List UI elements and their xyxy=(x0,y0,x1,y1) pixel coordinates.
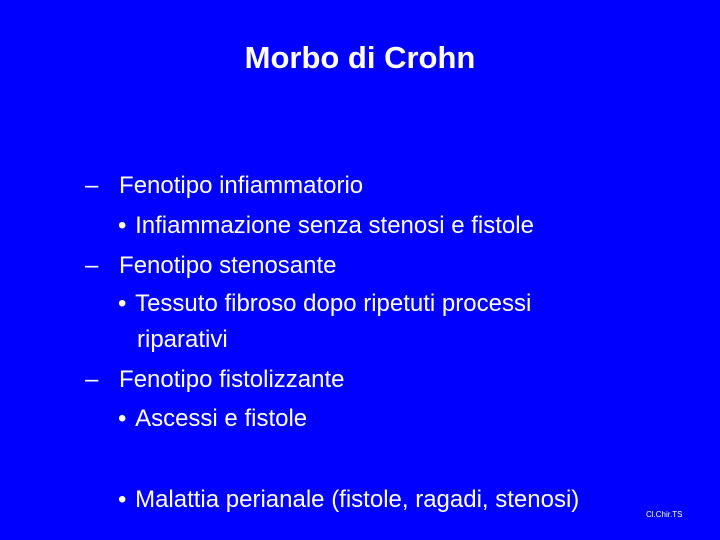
list-marker: – xyxy=(85,366,99,393)
list-subitem xyxy=(118,486,579,514)
list-item xyxy=(85,366,345,394)
slide-title: Morbo di Crohn xyxy=(244,40,476,75)
footer-note: Cl.Chir.TS xyxy=(646,510,683,519)
list-marker: • xyxy=(118,405,127,432)
list-marker: • xyxy=(118,486,127,513)
list-marker: – xyxy=(85,172,99,199)
list-marker: • xyxy=(118,290,127,317)
list-marker: • xyxy=(118,212,127,239)
list-item xyxy=(85,172,363,200)
list-item-text: Fenotipo infiammatorio xyxy=(119,172,364,199)
list-subitem xyxy=(118,212,534,240)
list-subitem-continuation xyxy=(137,326,228,354)
list-item-text: Malattia perianale (fistole, ragadi, stenosi) xyxy=(135,486,580,513)
list-item-text: Ascessi e fistole xyxy=(135,405,308,432)
list-marker: – xyxy=(85,252,99,279)
list-subitem xyxy=(118,405,307,433)
list-item-text: Infiammazione senza stenosi e fistole xyxy=(135,212,534,239)
list-item xyxy=(85,252,337,280)
list-item-text: Tessuto fibroso dopo ripetuti processi xyxy=(135,290,532,317)
list-item-text: Fenotipo fistolizzante xyxy=(119,366,345,393)
list-item-text: riparativi xyxy=(137,326,228,353)
list-subitem xyxy=(118,290,531,318)
list-item-text: Fenotipo stenosante xyxy=(119,252,337,279)
